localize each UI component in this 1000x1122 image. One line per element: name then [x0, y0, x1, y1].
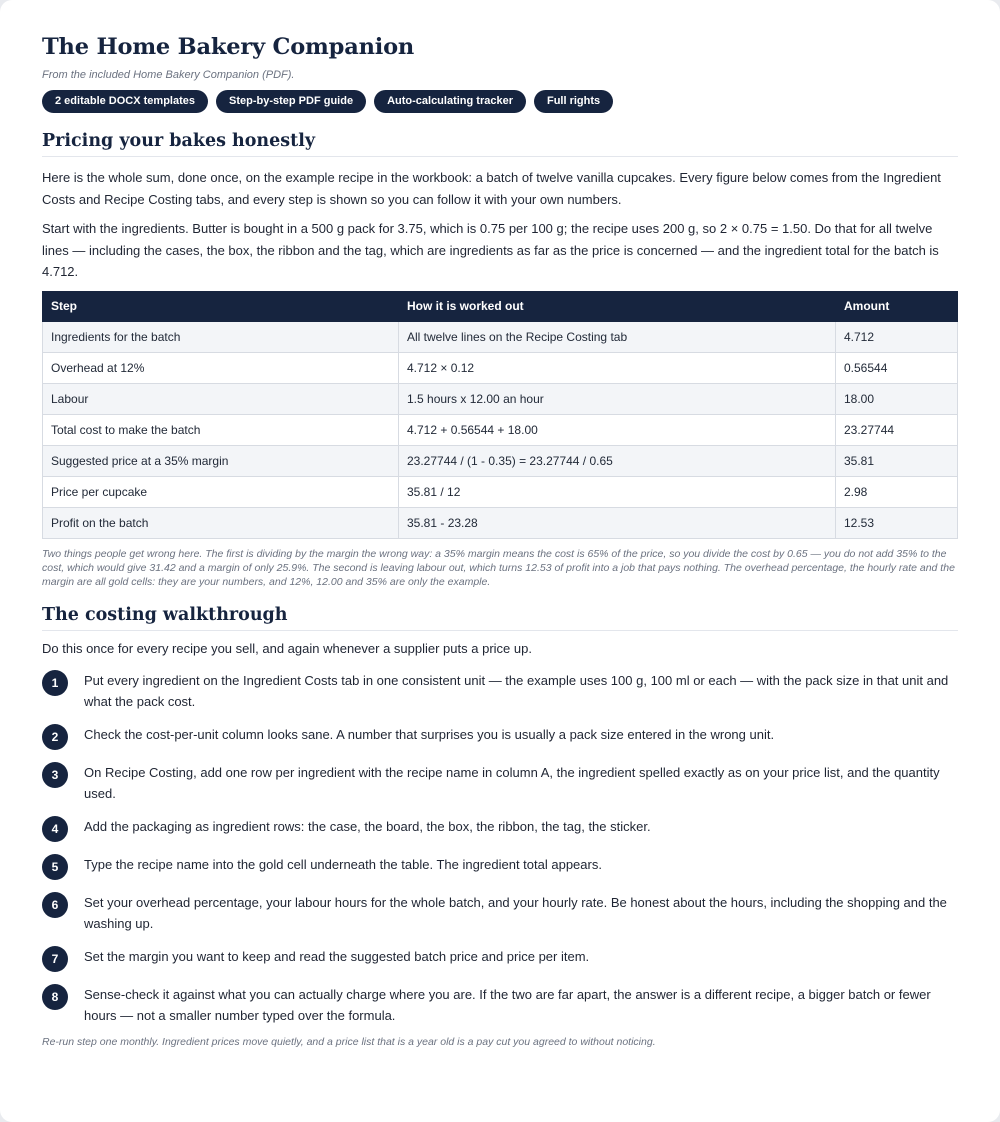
walkthrough-intro: Do this once for every recipe you sell, and again whenever a supplier puts a price up.: [42, 640, 532, 656]
cell-how: 35.81 - 23.28: [399, 507, 836, 538]
cell-how: 23.27744 / (1 - 0.35) = 23.27744 / 0.65: [399, 445, 836, 476]
list-item: [42, 984, 958, 1026]
pricing-table: [42, 291, 958, 539]
cell-amount: 2.98: [836, 476, 958, 507]
step-number-badge: 8: [42, 984, 68, 1010]
cell-step: Overhead at 12%: [43, 352, 399, 383]
badge-pdf-guide: Step-by-step PDF guide: [216, 90, 366, 113]
step-number-badge: 6: [42, 892, 68, 918]
badge-docx-templates: 2 editable DOCX templates: [42, 90, 208, 113]
list-item: [42, 816, 958, 842]
step-text: Sense-check it against what you can actually charge where you are. If the two are far apart, the answer is a different recipe, a bigger batch or fewer hours — not a smaller number typed over the formula.: [84, 986, 931, 1023]
feature-badges: [42, 90, 958, 113]
step-text: Type the recipe name into the gold cell underneath the table. The ingredient total appears.: [84, 856, 602, 872]
step-text: On Recipe Costing, add one row per ingredient with the recipe name in column A, the ingredient spelled exactly as on your price list, and the quantity used.: [84, 764, 940, 801]
step-text: Put every ingredient on the Ingredient Costs tab in one consistent unit — the example uses 100 g, 100 ml or each — with the pack size in that unit and what the pack cost.: [84, 672, 949, 709]
cell-how: 1.5 hours x 12.00 an hour: [399, 383, 836, 414]
page-title: The Home Bakery Companion: [42, 34, 415, 60]
list-item: [42, 854, 958, 880]
cell-amount: 35.81: [836, 445, 958, 476]
step-text: Set your overhead percentage, your labour hours for the whole batch, and your hourly rate. Be honest about the hours, including the shopping and the washing up.: [84, 894, 947, 931]
cell-amount: 12.53: [836, 507, 958, 538]
walkthrough-closing-note: Re-run step one monthly. Ingredient prices move quietly, and a price list that is a year old is a pay cut you agreed to without noticing.: [42, 1035, 656, 1048]
list-item: [42, 762, 958, 804]
cell-amount: 23.27744: [836, 414, 958, 445]
step-text: Check the cost-per-unit column looks sane. A number that surprises you is usually a pack size entered in the wrong unit.: [84, 726, 775, 742]
column-header-how: How it is worked out: [399, 291, 836, 321]
step-number-badge: 5: [42, 854, 68, 880]
cell-how: All twelve lines on the Recipe Costing tab: [399, 321, 836, 352]
step-text: Set the margin you want to keep and read the suggested batch price and price per item.: [84, 948, 590, 964]
table-row: [43, 507, 958, 538]
walkthrough-heading: The costing walkthrough: [42, 605, 958, 631]
column-header-amount: Amount: [836, 291, 958, 321]
step-text: Add the packaging as ingredient rows: the case, the board, the box, the ribbon, the tag, the sticker.: [84, 818, 651, 834]
table-header-row: [43, 291, 958, 321]
table-row: [43, 321, 958, 352]
pricing-note: Two things people get wrong here. The first is dividing by the margin the wrong way: a 35% margin means the cost is 65% of the price, so you divide the cost by 0.65 — you do not add 35% to the cost, which would give 31.42 and a margin of only 25.9%. The second is leaving labour out, which turns 12.53 of profit into a job that pays nothing. The overhead percentage, the hourly rate and the margin are all gold cells: they are your numbers, and 12%, 12.00 and 35% are only the example.: [42, 547, 955, 588]
table-row: [43, 352, 958, 383]
page-subtitle: From the included Home Bakery Companion (PDF).: [42, 69, 295, 81]
cell-step: Labour: [43, 383, 399, 414]
list-item: [42, 892, 958, 934]
list-item: [42, 724, 958, 750]
list-item: [42, 670, 958, 712]
table-row: [43, 445, 958, 476]
step-number-badge: 4: [42, 816, 68, 842]
cell-step: Total cost to make the batch: [43, 414, 399, 445]
walkthrough-steps: [42, 670, 958, 1026]
step-number-badge: 1: [42, 670, 68, 696]
cell-amount: 4.712: [836, 321, 958, 352]
cell-how: 35.81 / 12: [399, 476, 836, 507]
pricing-heading: Pricing your bakes honestly: [42, 131, 958, 157]
pricing-paragraph-2: Start with the ingredients. Butter is bought in a 500 g pack for 3.75, which is 0.75 per 100 g; the recipe uses 200 g, so 2 × 0.75 = 1.50. Do that for all twelve lines — including the cases, the box, the ribbon and the tag, which are ingredients as far as the price is concerned — and the ingredient total for the batch is 4.712.: [42, 221, 939, 279]
cell-how: 4.712 + 0.56544 + 18.00: [399, 414, 836, 445]
list-item: [42, 946, 958, 972]
cell-step: Suggested price at a 35% margin: [43, 445, 399, 476]
pricing-paragraph-1: Here is the whole sum, done once, on the example recipe in the workbook: a batch of twelve vanilla cupcakes. Every figure below comes from the Ingredient Costs and Recipe Costing tabs, and every step is shown so you can follow it with your own numbers.: [42, 170, 941, 207]
step-number-badge: 2: [42, 724, 68, 750]
step-number-badge: 3: [42, 762, 68, 788]
cell-step: Ingredients for the batch: [43, 321, 399, 352]
column-header-step: Step: [43, 291, 399, 321]
badge-full-rights: Full rights: [534, 90, 613, 113]
badge-tracker: Auto-calculating tracker: [374, 90, 526, 113]
cell-amount: 0.56544: [836, 352, 958, 383]
cell-how: 4.712 × 0.12: [399, 352, 836, 383]
cell-step: Price per cupcake: [43, 476, 399, 507]
step-number-badge: 7: [42, 946, 68, 972]
table-row: [43, 383, 958, 414]
table-row: [43, 414, 958, 445]
cell-step: Profit on the batch: [43, 507, 399, 538]
cell-amount: 18.00: [836, 383, 958, 414]
table-row: [43, 476, 958, 507]
